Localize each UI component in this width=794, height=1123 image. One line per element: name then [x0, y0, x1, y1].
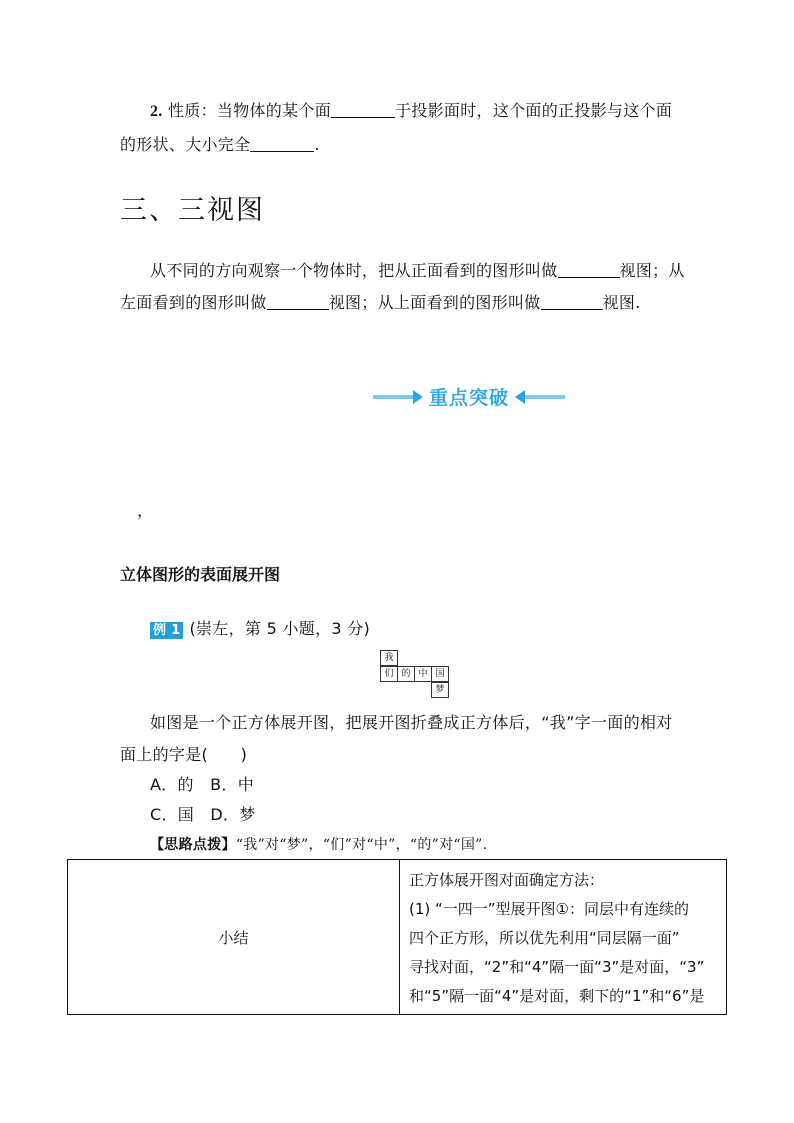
text-segment: 视图. [602, 293, 641, 312]
fill-blank[interactable] [558, 259, 620, 278]
property-line-1 [150, 96, 672, 127]
summary-content [400, 860, 727, 1015]
summary-table [67, 859, 727, 1015]
net-cell: 们 [380, 666, 398, 682]
views-line-2 [120, 288, 641, 318]
banner-title: 重点突破 [429, 387, 510, 409]
summary-line: 和“5”隔一面“4”是对面，剩下的“1”和“6”是 [409, 987, 705, 1005]
question-line-1: 如图是一个正方体展开图，把展开图折叠成正方体后，“我”字一面的相对 [150, 713, 673, 732]
banner-line-left [373, 395, 413, 399]
fill-blank[interactable] [250, 133, 314, 152]
example-tag: 例 1 [150, 622, 183, 639]
summary-line: 四个正方形，所以优先利用“同层隔一面” [409, 929, 680, 947]
arrow-right-icon [413, 390, 423, 404]
summary-line: (1) “一四一”型展开图①：同层中有连续的 [409, 900, 690, 918]
fill-blank[interactable] [267, 291, 329, 310]
text-segment: 左面看到的图形叫做 [120, 293, 267, 312]
cube-net-figure [380, 650, 450, 700]
fill-blank[interactable] [541, 291, 603, 310]
item-number: 2. [150, 103, 163, 120]
summary-label: 小结 [68, 860, 400, 1015]
net-cell: 的 [397, 666, 415, 682]
arrow-left-icon [515, 390, 525, 404]
text-segment: 的形状、大小完全 [120, 135, 251, 154]
net-cell-bottom: 梦 [431, 682, 449, 698]
options-line-2: C．国 D．梦 [150, 805, 256, 824]
fill-blank[interactable] [331, 99, 395, 118]
net-cell-top: 我 [380, 650, 398, 666]
example-source: (崇左，第 5 小题，3 分) [189, 619, 371, 638]
summary-line: 正方体展开图对面确定方法： [409, 871, 605, 889]
options-line-1: A．的 B．中 [150, 775, 255, 794]
stray-comma: ， [137, 501, 154, 520]
net-cell: 国 [431, 666, 449, 682]
key-points-banner [373, 383, 565, 410]
summary-line: 寻找对面，“2”和“4”隔一面“3”是对面，“3” [409, 958, 705, 976]
text-segment: 于投影面时，这个面的正投影与这个面 [395, 101, 673, 120]
example-header [150, 614, 370, 644]
topic-title: 立体图形的表面展开图 [120, 565, 281, 584]
hint-line [150, 830, 487, 860]
text-segment: . [314, 135, 320, 154]
views-line-1 [150, 256, 685, 286]
banner-line-right [525, 395, 565, 399]
hint-text: “我”对“梦”，“们”对“中”，“的”对“国”. [235, 837, 488, 853]
property-line-2 [120, 130, 320, 160]
table-row [68, 860, 727, 1015]
text-segment: 性质：当物体的某个面 [168, 101, 332, 120]
section-heading: 三、三视图 [120, 195, 265, 226]
question-line-2: 面上的字是( ) [120, 745, 248, 764]
text-segment: 从不同的方向观察一个物体时，把从正面看到的图形叫做 [150, 261, 558, 280]
hint-label: 【思路点拨】 [150, 837, 236, 853]
net-cell: 中 [414, 666, 432, 682]
text-segment: 视图；从 [619, 261, 685, 280]
text-segment: 视图；从上面看到的图形叫做 [328, 293, 541, 312]
